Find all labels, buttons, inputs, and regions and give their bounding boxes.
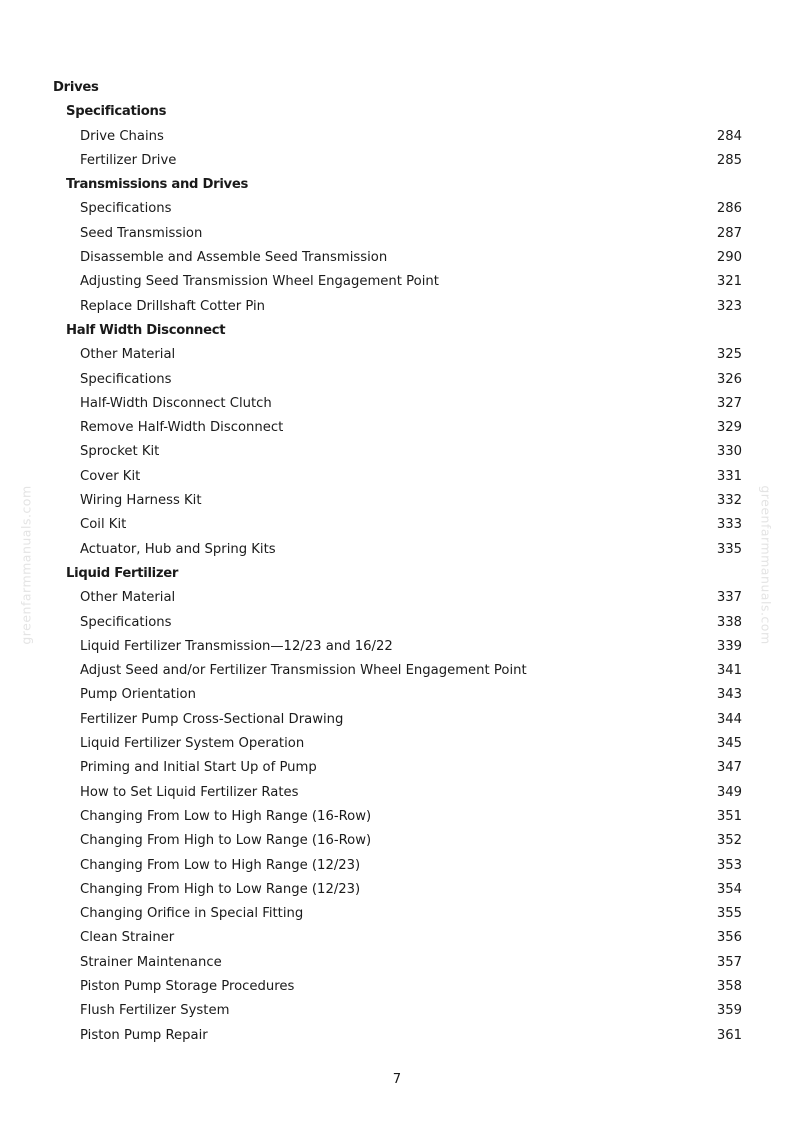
- toc-entry-page-number: 345: [716, 736, 742, 752]
- toc-entry-page-number: 326: [716, 371, 742, 387]
- toc-entry-page-number: 353: [716, 857, 742, 873]
- toc-entry[interactable]: [53, 149, 742, 173]
- toc-entry[interactable]: [53, 878, 742, 902]
- toc-entry-page-number: 357: [716, 954, 742, 970]
- toc-entry-page-number: 286: [716, 201, 742, 217]
- toc-entry-page-number: 355: [716, 906, 742, 922]
- toc-entry-page-number: 329: [716, 420, 742, 436]
- toc-entry-title: Specifications: [66, 104, 167, 120]
- table-of-contents: [53, 76, 742, 1048]
- toc-entry-title: Sprocket Kit: [80, 444, 160, 460]
- toc-entry[interactable]: [53, 368, 742, 392]
- watermark-right: greenfarmmanuals.com: [758, 485, 774, 645]
- toc-entry-page-number: 285: [716, 152, 742, 168]
- toc-entry-title: Specifications: [80, 201, 172, 217]
- toc-entry-page-number: 337: [716, 590, 742, 606]
- toc-entry-page-number: 325: [716, 347, 742, 363]
- toc-entry-page-number: 321: [716, 274, 742, 290]
- toc-entry-title: Piston Pump Repair: [80, 1027, 208, 1043]
- toc-entry-title: Changing From High to Low Range (16-Row): [80, 833, 372, 849]
- toc-entry-page-number: 344: [716, 711, 742, 727]
- toc-entry-page-number: 335: [716, 541, 742, 557]
- toc-entry[interactable]: [53, 951, 742, 975]
- toc-entry-page-number: 351: [716, 808, 742, 824]
- toc-entry-page-number: 323: [716, 298, 742, 314]
- toc-entry[interactable]: [53, 611, 742, 635]
- toc-entry-page-number: 330: [716, 444, 742, 460]
- toc-entry-title: Changing From Low to High Range (16-Row): [80, 808, 372, 824]
- toc-entry-page-number: 352: [716, 833, 742, 849]
- toc-entry[interactable]: [53, 732, 742, 756]
- toc-entry-title: Priming and Initial Start Up of Pump: [80, 760, 317, 776]
- toc-entry[interactable]: [53, 975, 742, 999]
- toc-entry[interactable]: [53, 125, 742, 149]
- toc-entry-title: How to Set Liquid Fertilizer Rates: [80, 784, 299, 800]
- toc-section: [53, 100, 742, 124]
- toc-entry[interactable]: [53, 781, 742, 805]
- toc-entry[interactable]: [53, 659, 742, 683]
- toc-entry-title: Cover Kit: [80, 468, 141, 484]
- page-number: 7: [392, 1072, 402, 1087]
- toc-section: [53, 319, 742, 343]
- toc-entry-page-number: 327: [716, 395, 742, 411]
- toc-entry-page-number: 358: [716, 978, 742, 994]
- toc-entry[interactable]: [53, 926, 742, 950]
- toc-entry-title: Adjust Seed and/or Fertilizer Transmission Wheel Engagement Point: [80, 663, 527, 679]
- toc-entry-title: Coil Kit: [80, 517, 127, 533]
- toc-entry-title: Strainer Maintenance: [80, 954, 222, 970]
- toc-entry-page-number: 354: [716, 881, 742, 897]
- toc-entry[interactable]: [53, 683, 742, 707]
- toc-entry-page-number: 290: [716, 250, 742, 266]
- toc-entry[interactable]: [53, 854, 742, 878]
- toc-entry-page-number: 332: [716, 493, 742, 509]
- toc-entry[interactable]: [53, 270, 742, 294]
- toc-entry-page-number: 331: [716, 468, 742, 484]
- toc-entry-title: Changing Orifice in Special Fitting: [80, 906, 304, 922]
- toc-entry-title: Other Material: [80, 590, 176, 606]
- toc-entry-page-number: 359: [716, 1003, 742, 1019]
- toc-entry[interactable]: [53, 295, 742, 319]
- toc-entry[interactable]: [53, 465, 742, 489]
- toc-entry-title: Pump Orientation: [80, 687, 196, 703]
- toc-entry-title: Liquid Fertilizer: [66, 565, 179, 581]
- toc-entry[interactable]: [53, 829, 742, 853]
- toc-entry[interactable]: [53, 805, 742, 829]
- toc-entry-title: Changing From Low to High Range (12/23): [80, 857, 361, 873]
- toc-entry[interactable]: [53, 1024, 742, 1048]
- toc-entry-page-number: 349: [716, 784, 742, 800]
- toc-entry-title: Transmissions and Drives: [66, 177, 249, 193]
- toc-entry-title: Liquid Fertilizer System Operation: [80, 736, 305, 752]
- toc-entry-title: Liquid Fertilizer Transmission—12/23 and 16/22: [80, 638, 393, 654]
- toc-entry-title: Drives: [53, 80, 99, 95]
- toc-entry-title: Changing From High to Low Range (12/23): [80, 881, 361, 897]
- toc-entry[interactable]: [53, 222, 742, 246]
- toc-entry-title: Remove Half-Width Disconnect: [80, 420, 284, 436]
- toc-entry[interactable]: [53, 343, 742, 367]
- toc-entry-title: Specifications: [80, 614, 172, 630]
- toc-entry-title: Adjusting Seed Transmission Wheel Engagement Point: [80, 274, 439, 290]
- toc-entry-page-number: 284: [716, 128, 742, 144]
- toc-entry-title: Replace Drillshaft Cotter Pin: [80, 298, 266, 314]
- toc-entry-title: Flush Fertilizer System: [80, 1003, 230, 1019]
- toc-entry[interactable]: [53, 489, 742, 513]
- toc-entry-title: Actuator, Hub and Spring Kits: [80, 541, 276, 557]
- toc-entry[interactable]: [53, 902, 742, 926]
- toc-entry-title: Clean Strainer: [80, 930, 175, 946]
- toc-entry[interactable]: [53, 392, 742, 416]
- toc-entry-page-number: 341: [716, 663, 742, 679]
- toc-entry[interactable]: [53, 246, 742, 270]
- toc-entry-page-number: 347: [716, 760, 742, 776]
- toc-entry[interactable]: [53, 708, 742, 732]
- toc-entry-page-number: 356: [716, 930, 742, 946]
- toc-entry-title: Specifications: [80, 371, 172, 387]
- toc-entry-title: Seed Transmission: [80, 225, 203, 241]
- toc-entry-title: Other Material: [80, 347, 176, 363]
- toc-section: [53, 173, 742, 197]
- toc-entry[interactable]: [53, 756, 742, 780]
- toc-entry-title: Disassemble and Assemble Seed Transmission: [80, 250, 388, 266]
- toc-entry[interactable]: [53, 440, 742, 464]
- toc-chapter: [53, 76, 742, 100]
- watermark-left: greenfarmmanuals.com: [18, 485, 34, 645]
- toc-entry-title: Piston Pump Storage Procedures: [80, 978, 295, 994]
- toc-entry-title: Fertilizer Pump Cross-Sectional Drawing: [80, 711, 344, 727]
- toc-entry[interactable]: [53, 513, 742, 537]
- toc-entry-page-number: 333: [716, 517, 742, 533]
- toc-entry-page-number: 361: [716, 1027, 742, 1043]
- toc-section: [53, 562, 742, 586]
- toc-entry-title: Wiring Harness Kit: [80, 493, 202, 509]
- toc-entry-title: Half Width Disconnect: [66, 322, 226, 338]
- toc-entry[interactable]: [53, 538, 742, 562]
- toc-entry-page-number: 287: [716, 225, 742, 241]
- toc-entry[interactable]: [53, 635, 742, 659]
- toc-entry-page-number: 338: [716, 614, 742, 630]
- toc-entry-title: Half-Width Disconnect Clutch: [80, 395, 272, 411]
- toc-entry-title: Fertilizer Drive: [80, 152, 177, 168]
- toc-entry[interactable]: [53, 197, 742, 221]
- toc-entry[interactable]: [53, 586, 742, 610]
- toc-entry-title: Drive Chains: [80, 128, 164, 144]
- toc-entry-page-number: 343: [716, 687, 742, 703]
- toc-entry[interactable]: [53, 416, 742, 440]
- toc-entry[interactable]: [53, 999, 742, 1023]
- toc-entry-page-number: 339: [716, 638, 742, 654]
